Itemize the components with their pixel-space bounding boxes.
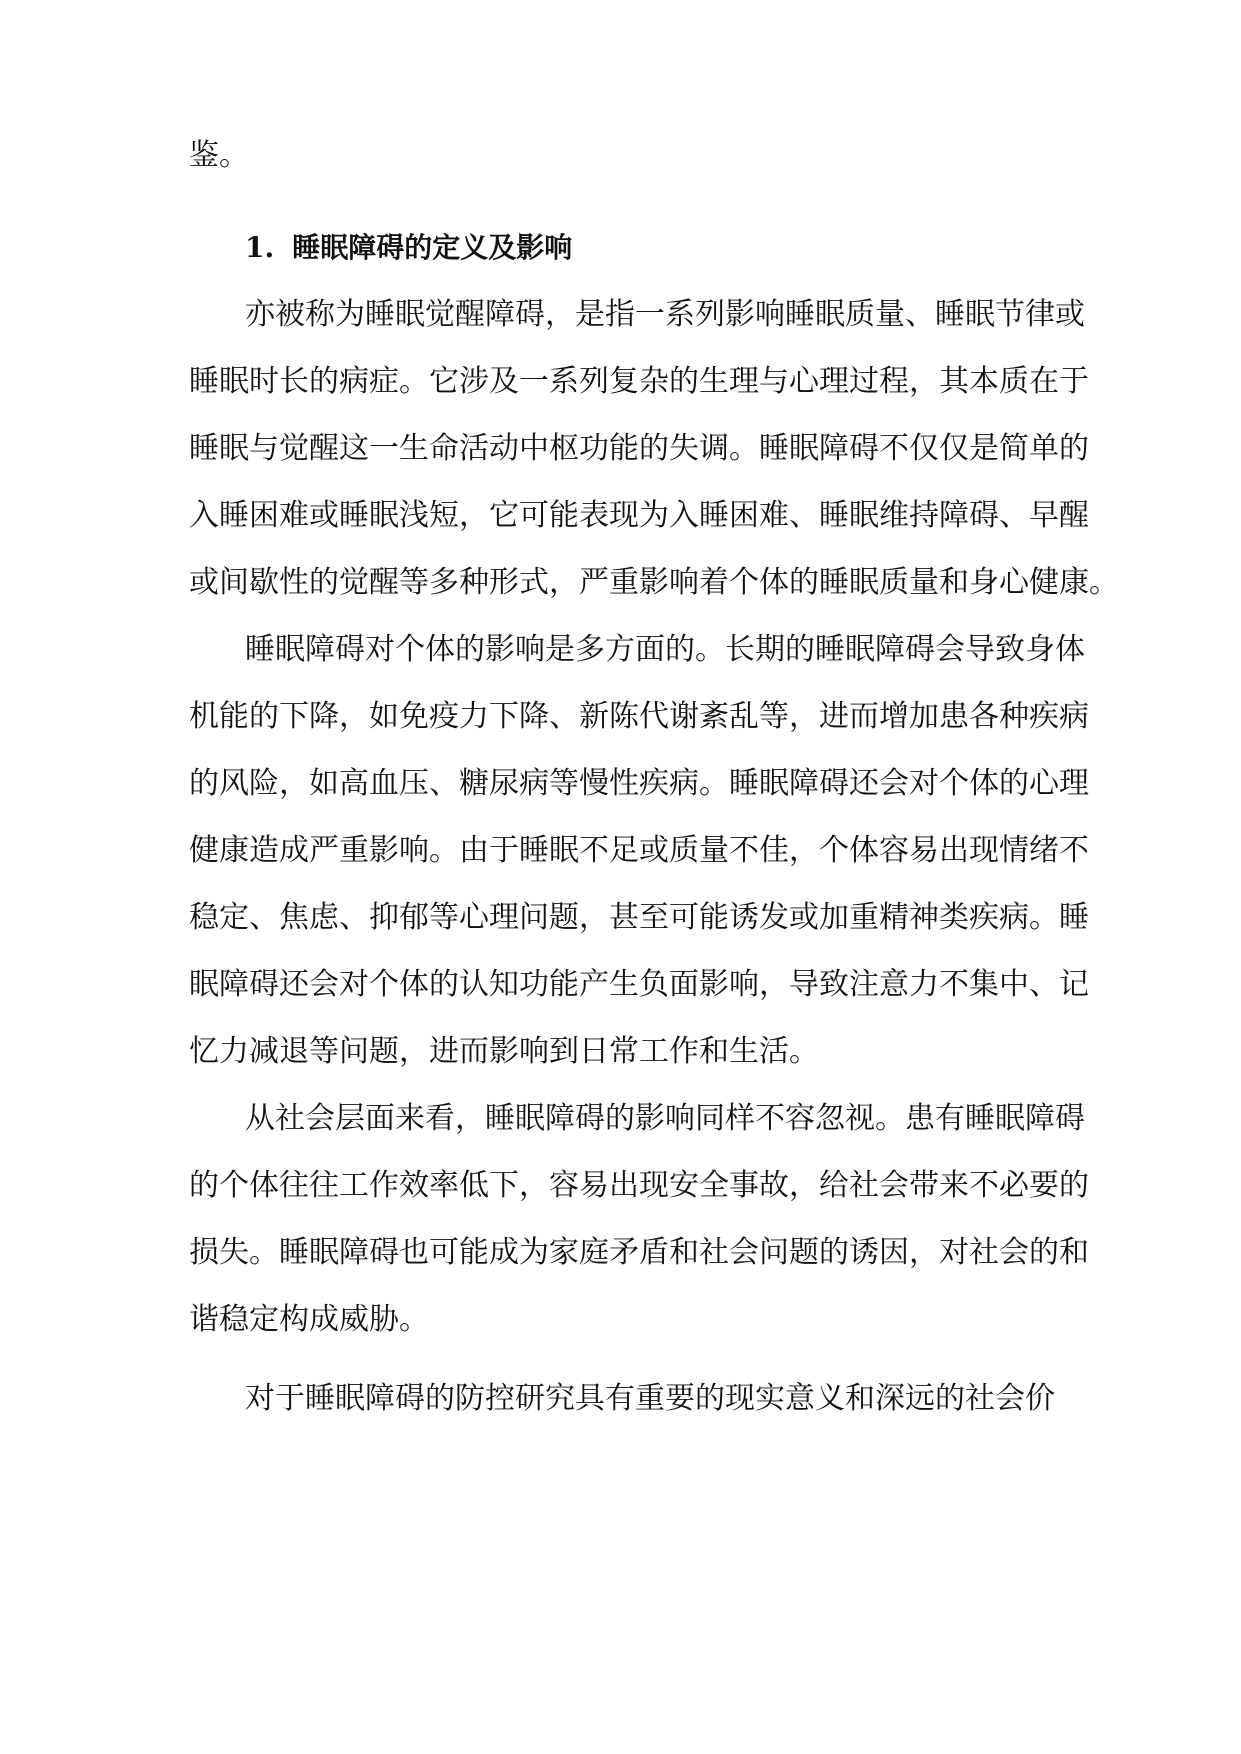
paragraph-line: 睡眠与觉醒这一生命活动中枢功能的失调。睡眠障碍不仅仅是简单的 [189,431,1089,466]
paragraph-line: 健康造成严重影响。由于睡眠不足或质量不佳，个体容易出现情绪不 [189,833,1089,868]
paragraph-line: 亦被称为睡眠觉醒障碍，是指一系列影响睡眠质量、睡眠节律或 [245,297,1085,332]
paragraph-line: 眠障碍还会对个体的认知功能产生负面影响，导致注意力不集中、记 [189,967,1089,1002]
paragraph-line: 机能的下降，如免疫力下降、新陈代谢紊乱等，进而增加患各种疾病 [189,699,1089,734]
paragraph-line: 忆力减退等问题，进而影响到日常工作和生活。 [189,1034,819,1069]
paragraph-line: 的风险，如高血压、糖尿病等慢性疾病。睡眠障碍还会对个体的心理 [189,766,1089,801]
carryover-line: 鉴。 [189,138,249,173]
paragraph-line: 或间歇性的觉醒等多种形式，严重影响着个体的睡眠质量和身心健康。 [189,565,1119,600]
paragraph-line: 入睡困难或睡眠浅短，它可能表现为入睡困难、睡眠维持障碍、早醒 [189,498,1089,533]
section-number: 1. [245,231,275,264]
paragraph-line: 稳定、焦虑、抑郁等心理问题，甚至可能诱发或加重精神类疾病。睡 [189,900,1089,935]
paragraph-line: 对于睡眠障碍的防控研究具有重要的现实意义和深远的社会价 [245,1381,1055,1416]
paragraph-line: 谐稳定构成威胁。 [189,1302,429,1337]
paragraph-line: 睡眠时长的病症。它涉及一系列复杂的生理与心理过程，其本质在于 [189,364,1089,399]
section-title: 睡眠障碍的定义及影响 [292,231,573,264]
paragraph-line: 睡眠障碍对个体的影响是多方面的。长期的睡眠障碍会导致身体 [245,632,1085,667]
paragraph-line: 的个体往往工作效率低下，容易出现安全事故，给社会带来不必要的 [189,1168,1089,1203]
section-heading [245,230,572,266]
paragraph-line: 损失。睡眠障碍也可能成为家庭矛盾和社会问题的诱因，对社会的和 [189,1235,1089,1270]
paragraph-line: 从社会层面来看，睡眠障碍的影响同样不容忽视。患有睡眠障碍 [245,1101,1085,1136]
